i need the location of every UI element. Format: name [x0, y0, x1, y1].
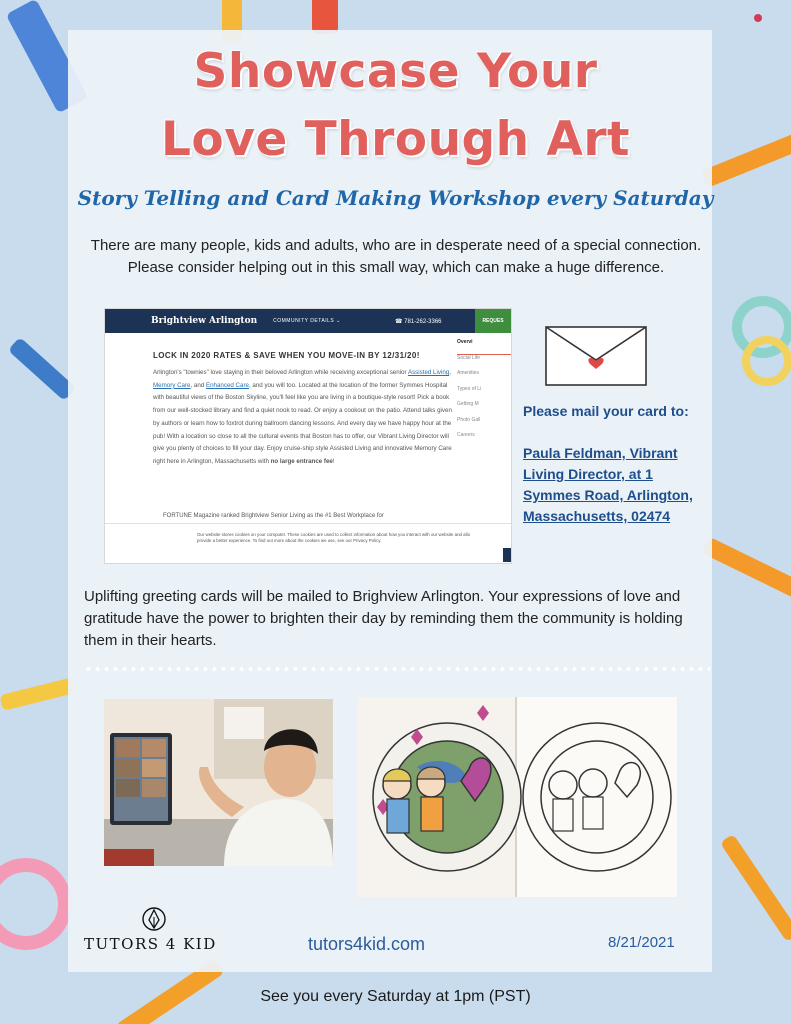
- website-menu: COMMUNITY DETAILS ⌄: [273, 318, 341, 324]
- website-link-enhanced-care: Enhanced Care: [205, 381, 249, 389]
- greeting-cards-illustration: [357, 697, 677, 897]
- pen-nib-icon: [142, 905, 166, 933]
- subtitle: Story Telling and Card Making Workshop every Saturday: [77, 186, 714, 210]
- red-pencil-decoration: [312, 0, 338, 34]
- website-brand: Brightview Arlington: [151, 316, 258, 326]
- envelope-icon: [545, 326, 647, 386]
- student-photo: [104, 699, 333, 866]
- website-side-item: Getting M: [457, 401, 479, 407]
- mail-instruction: Please mail your card to:: [523, 403, 689, 419]
- orange-pencil-decoration: [702, 537, 791, 601]
- intro-paragraph: There are many people, kids and adults, who are in desperate need of a special connection. Please consider helping out in this small way, which can make a huge difference.: [90, 237, 702, 276]
- logo-text: TUTORS 4 KID: [84, 935, 217, 953]
- website-cookie-button: [503, 548, 512, 562]
- greeting-cards-photo: [357, 697, 677, 897]
- website-side-item: Overvi: [457, 339, 512, 355]
- tape-roll-decoration: [0, 858, 72, 950]
- event-date: 8/21/2021: [608, 934, 675, 951]
- website-side-item: Types of Li: [457, 385, 482, 392]
- website-side-menu: [457, 339, 512, 448]
- website-side-item: Careers: [457, 432, 475, 438]
- title-line-1: Showcase Your: [193, 44, 598, 99]
- footer-tagline: See you every Saturday at 1pm (PST): [260, 988, 531, 1005]
- website-fortune-text: FORTUNE Magazine ranked Brightview Senior Living as the #1 Best Workplace for: [163, 513, 384, 519]
- website-body-end: !: [332, 457, 335, 465]
- website-body-sep: , and: [190, 381, 206, 389]
- website-side-item: Social Life: [457, 354, 481, 361]
- website-heading: LOCK IN 2020 RATES & SAVE WHEN YOU MOVE-IN BY 12/31/20!: [153, 351, 420, 360]
- website-nav-bar: [105, 309, 511, 333]
- website-side-item: Photo Gall: [457, 416, 481, 423]
- website-phone: ☎ 781-262-3366: [395, 318, 442, 325]
- mail-address[interactable]: Paula Feldman, Vibrant Living Director, at 1 Symmes Road, Arlington, Massachusetts, 02474: [523, 445, 693, 524]
- website-body-part: , and you will too. Located at the location of the former Symmes Hospital with beautiful views of the Boston Skyline, you'll feel like you are living in a boutique-style resort! Pick a book from our well-stocked library and find a quiet nook to read. Or enjoy a cookout on the patio. Attend talks given by authors or learn how to foxtrot during ballroom dancing lessons. And every day we have happy hour at the pub! With a location so close to all the cultural events that Boston has to offer, our Vibrant Living Director will give you plenty of choices to fill your day. Enjoy cruise-ship style Assisted Living and innovative Memory Care right here in Arlington, Massachusetts with: [153, 381, 452, 465]
- website-link[interactable]: tutors4kid.com: [308, 934, 426, 954]
- website-cookie-line: Our website stores cookies on your computer. These cookies are used to collect information about how you interact with our website and allo: [197, 532, 471, 537]
- website-body-bold: no large entrance fee: [270, 457, 333, 465]
- website-side-item: Amenities: [457, 370, 479, 376]
- tutors4kid-logo: [84, 905, 224, 965]
- website-phone-number: 781-262-3366: [404, 318, 442, 325]
- website-screenshot: [104, 308, 512, 564]
- website-link-assisted-living: Assisted Living: [407, 369, 450, 376]
- dotted-divider: [84, 667, 710, 671]
- pin-decoration: [754, 14, 762, 22]
- tape-roll-decoration: [742, 336, 791, 386]
- title-line-2: Love Through Art: [160, 112, 631, 167]
- yellow-pencil-decoration: [0, 677, 77, 711]
- website-cookie-banner: [105, 523, 512, 564]
- website-request-button: REQUES: [475, 309, 511, 333]
- website-link-memory-care: Memory Care: [153, 381, 191, 389]
- body-paragraph: Uplifting greeting cards will be mailed to Brighview Arlington. Your expressions of love and gratitude have the power to brighten their day by reminding them the community is holding them in their hearts.: [84, 588, 683, 649]
- orange-pencil-decoration: [720, 834, 791, 942]
- website-body-text: [153, 367, 453, 469]
- website-body-sep: ,: [449, 369, 451, 376]
- blue-pencil-decoration: [8, 337, 77, 401]
- website-cookie-line: provide a better experience. To find out more about the cookies we use, see our Privacy Policy.: [197, 538, 382, 543]
- website-body-part: Arlington's "townies" love staying in their beloved Arlington while receiving exceptional senior: [153, 369, 408, 376]
- student-photo-illustration: [104, 699, 333, 866]
